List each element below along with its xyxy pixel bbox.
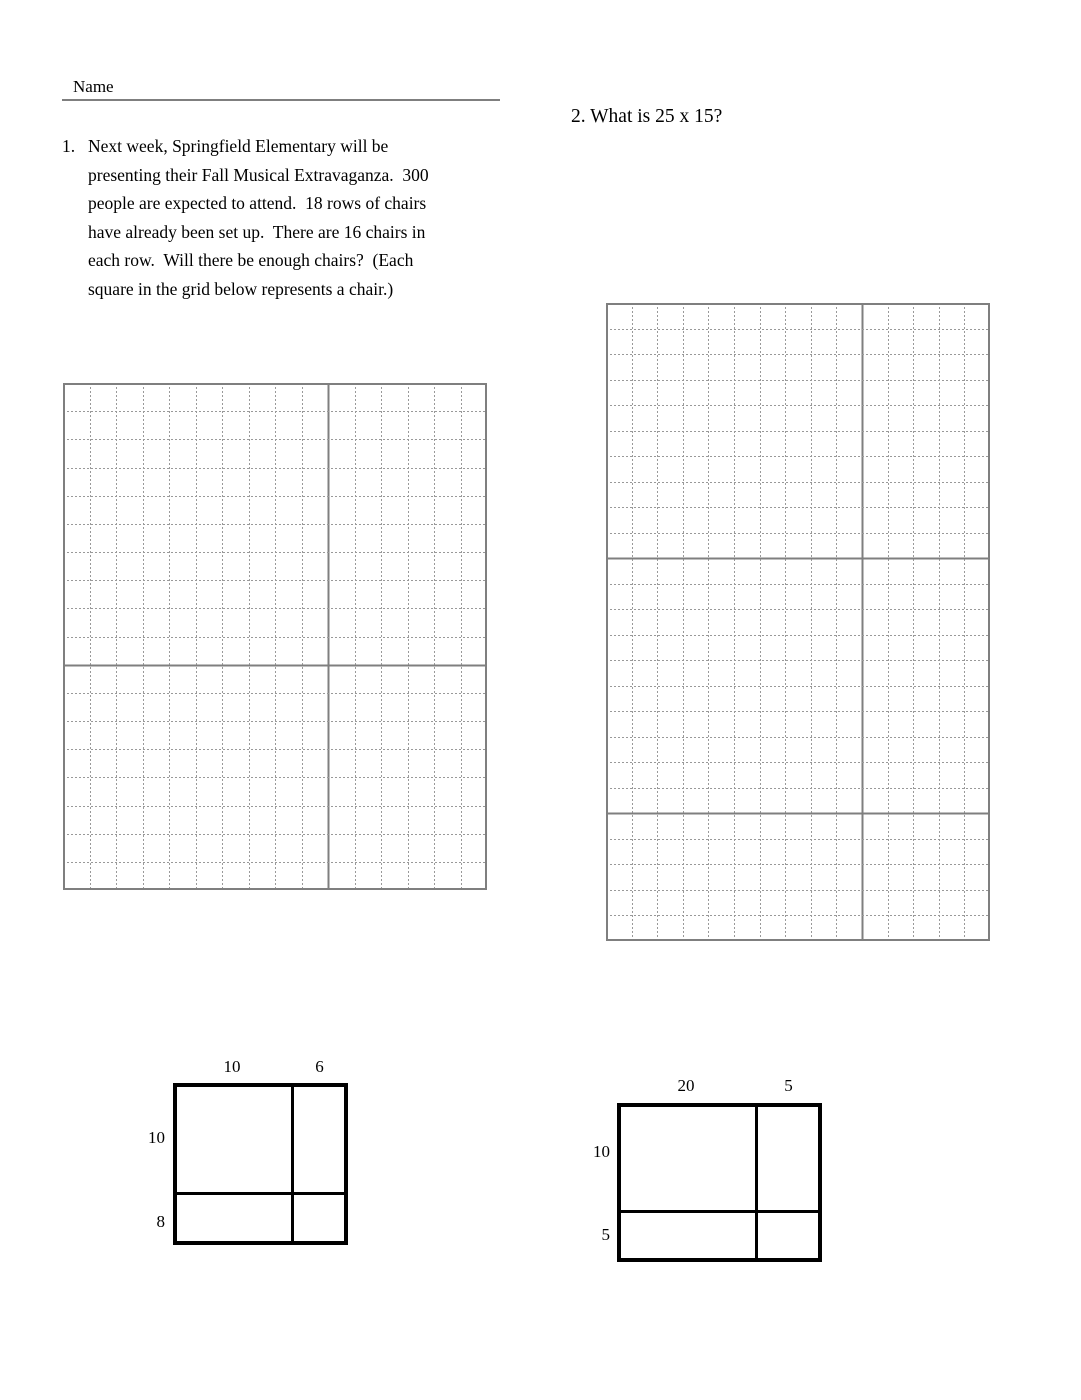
area-model-right-side-label: 10 [593, 1142, 610, 1161]
area-model-left-rectangle [173, 1083, 348, 1245]
name-label: Name [73, 77, 114, 96]
problem1-text [62, 132, 522, 304]
area-model-left-horizontal-divider [177, 1192, 344, 1195]
problem1-line: presenting their Fall Musical Extravaganza. 300 [88, 164, 429, 185]
area-model-right-vertical-divider [755, 1107, 758, 1258]
area-model-left-top-label: 6 [315, 1057, 324, 1076]
area-model-left-side-label: 10 [148, 1128, 165, 1147]
area-model-right-side-label: 5 [601, 1225, 610, 1244]
problem1-line: each row. Will there be enough chairs? (Each [88, 250, 414, 271]
problem1-line: Next week, Springfield Elementary will be [88, 136, 389, 156]
area-model-right-horizontal-divider [621, 1210, 818, 1213]
area-model-right-top-label: 5 [784, 1076, 793, 1095]
product-grid [606, 303, 990, 941]
name-blank-line [62, 99, 500, 101]
area-model-left-top-label: 10 [223, 1057, 241, 1076]
chair-grid [63, 383, 487, 890]
problem1-line: people are expected to attend. 18 rows of chairs [88, 193, 427, 214]
area-model-left-vertical-divider [291, 1087, 294, 1241]
problem2-heading: 2. What is 25 x 15? [571, 106, 723, 127]
area-model-right-rectangle [617, 1103, 822, 1262]
area-model-left-side-label: 8 [156, 1212, 165, 1231]
problem1-lines [88, 132, 522, 304]
problem1-line: have already been set up. There are 16 chairs in [88, 221, 426, 242]
problem1-line: square in the grid below represents a chair.) [88, 278, 394, 299]
area-model-right-top-label: 20 [677, 1076, 695, 1095]
problem1-number: 1. [62, 136, 76, 156]
